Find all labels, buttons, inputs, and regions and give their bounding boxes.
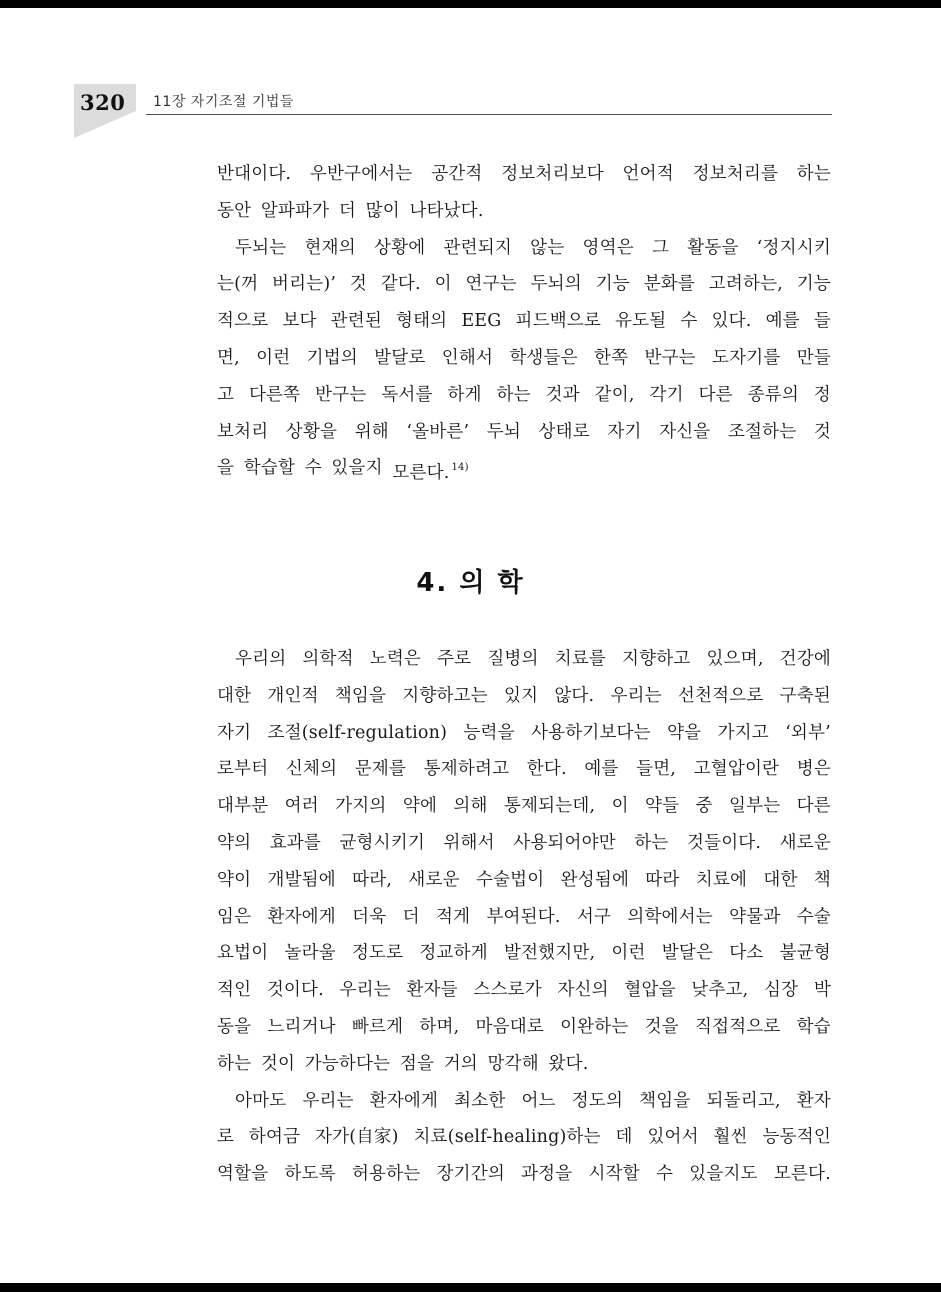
word: 분화를 <box>643 274 696 295</box>
word: 이완하는 <box>560 1016 629 1037</box>
word: 동안 <box>217 200 252 221</box>
word: 허용하는 <box>351 1164 421 1185</box>
word: 대부분 <box>217 796 269 817</box>
word: 종류의 <box>747 384 799 405</box>
word: 부여된다. <box>486 906 561 927</box>
word: 수술 <box>796 906 831 927</box>
word: 보처리 <box>217 421 269 442</box>
word: 하게 <box>447 384 482 405</box>
word: 한쪽 <box>594 347 629 368</box>
word: 하도록 <box>284 1164 336 1185</box>
word: 예를 <box>765 311 800 332</box>
word: 현재의 <box>304 237 356 258</box>
word: 하며, <box>419 1016 460 1037</box>
bottom-border <box>0 1283 941 1292</box>
word: 하는 <box>496 384 531 405</box>
word: 동을 <box>217 1016 252 1037</box>
word: 개발됨에 <box>267 869 336 890</box>
word: 환자에게 <box>267 906 336 927</box>
word: 조절(self-regulation) <box>267 722 448 743</box>
word: 가지고 <box>717 722 769 743</box>
running-head: 11장 자기조절 기법들 <box>153 94 294 110</box>
word: 되돌리고, <box>706 1090 781 1111</box>
word: 약을 <box>667 722 702 743</box>
word: 자가(自家) <box>315 1127 399 1148</box>
word: 이 <box>611 796 629 817</box>
text-line-with-footnote <box>217 450 831 487</box>
word: 우리는 <box>610 685 662 706</box>
word: 있어서 <box>647 1127 699 1148</box>
word: 두뇌의 <box>530 274 582 295</box>
word: 반구는 <box>315 384 367 405</box>
word: 정보처리보다 <box>501 164 604 184</box>
word: 놀라울 <box>284 943 336 964</box>
word: 심장 <box>763 980 799 1001</box>
word: 느리거나 <box>267 1016 336 1037</box>
word: 대한 <box>763 869 798 890</box>
word: 일부는 <box>729 796 781 817</box>
word: 의해 <box>453 796 488 817</box>
text-line <box>217 935 831 972</box>
word: 활동을 <box>687 237 739 258</box>
word: 영역은 <box>582 237 634 258</box>
word: 위해서 <box>443 832 495 853</box>
word: 정 <box>813 384 831 405</box>
word: 것이다. <box>266 980 324 1001</box>
word: 더 <box>338 200 356 221</box>
word: 약물과 <box>729 906 781 927</box>
word: 자기 <box>217 722 252 743</box>
top-text-block <box>217 156 831 487</box>
word: 피드백으로 <box>515 311 602 332</box>
word: 있다. <box>711 311 752 332</box>
word: 반대이다. <box>217 164 292 184</box>
text-line <box>217 1046 831 1083</box>
word: 치료에 <box>695 869 748 890</box>
text-line <box>217 340 831 377</box>
word: 더 <box>402 906 420 927</box>
word: 위해 <box>354 421 389 442</box>
word: 가지의 <box>335 796 387 817</box>
word: 책임을 <box>334 685 387 706</box>
word: 통제하려고 <box>423 759 510 780</box>
word: 자신을 <box>659 421 711 442</box>
text-line <box>217 1083 831 1120</box>
word: 을 <box>217 458 235 479</box>
word: 정보처리를 <box>692 164 779 184</box>
word: 약들 <box>645 796 680 817</box>
word: 로 <box>217 1127 235 1148</box>
word: 있을지도 <box>689 1164 758 1185</box>
word: ‘외부’ <box>785 722 831 743</box>
word: 버리는)’ <box>272 274 337 295</box>
word: 환자들 <box>406 980 458 1001</box>
word: 않는 <box>530 237 565 258</box>
word: 능력을 <box>463 722 515 743</box>
text-line <box>217 156 831 193</box>
word: 수 <box>680 311 698 332</box>
word: 같다. <box>380 274 421 295</box>
word: 하여금 <box>248 1127 301 1148</box>
word: 다른쪽 <box>248 384 301 405</box>
word: 역할을 <box>217 1164 269 1185</box>
word: 다른 <box>698 384 733 405</box>
word: 학습할 <box>243 458 296 479</box>
page-number: 320 <box>80 90 126 115</box>
word: 상황을 <box>285 421 338 442</box>
text-line <box>217 972 831 1009</box>
word: 망각해 <box>487 1053 539 1074</box>
word: 가능하다는 <box>304 1053 391 1074</box>
text-line <box>217 751 831 788</box>
word: 그 <box>651 237 670 258</box>
word: 하는 <box>634 832 669 853</box>
word: 알파파가 <box>260 200 330 221</box>
word: 두뇌 <box>486 421 521 442</box>
text-line <box>217 862 831 899</box>
word: 직접적으로 <box>695 1016 781 1037</box>
word: 신체의 <box>285 759 338 780</box>
word: 발달로 <box>374 347 426 368</box>
top-border <box>0 0 941 8</box>
text-line <box>217 825 831 862</box>
word: 같이, <box>594 384 635 405</box>
word: 스스로가 <box>473 980 542 1001</box>
word: 는(꺼 <box>217 274 259 295</box>
word: 효과를 <box>269 832 321 853</box>
word: 구축된 <box>779 685 831 706</box>
word: 따라, <box>352 869 393 890</box>
word: 지향하고 <box>622 649 691 669</box>
word: 유도될 <box>615 311 667 332</box>
word: 적인 <box>217 980 252 1001</box>
word: 치료(self-healing)하는 <box>413 1127 601 1148</box>
text-line <box>217 678 831 715</box>
word: 도자기를 <box>712 347 781 368</box>
word: 약에 <box>402 796 438 817</box>
word: 학습 <box>796 1016 831 1037</box>
word: 불균형 <box>779 943 831 964</box>
word: 환자 <box>796 1090 831 1111</box>
header-rule <box>146 114 832 115</box>
word: EEG <box>461 311 502 332</box>
word: 다소 <box>729 943 764 964</box>
word: 책임을 <box>639 1090 691 1111</box>
word: 정교하게 <box>419 943 488 964</box>
word: 기능 <box>796 274 831 295</box>
word: 완성됨에 <box>560 869 630 890</box>
word: 어느 <box>521 1090 556 1111</box>
word: 독서를 <box>381 384 433 405</box>
word: 정도의 <box>571 1090 624 1111</box>
word: 낮추고, <box>691 980 749 1001</box>
word: 들면, <box>636 759 677 780</box>
text-line <box>217 1156 831 1193</box>
word: 상황에 <box>374 237 426 258</box>
word: 의학적 <box>302 649 354 669</box>
word: 공간적 <box>431 164 483 184</box>
word: 최소한 <box>454 1090 506 1111</box>
word: 각기 <box>649 384 684 405</box>
text-line <box>217 715 831 752</box>
footnote-mark: 14) <box>451 462 469 474</box>
word: 건강에 <box>779 649 831 669</box>
text-line <box>217 193 831 230</box>
bottom-text-block <box>217 641 831 1193</box>
word: 요법이 <box>217 943 269 964</box>
word: 하는 <box>796 164 831 184</box>
text-line <box>217 788 831 825</box>
word: 모른다. <box>773 1164 831 1185</box>
word: ‘올바른’ <box>406 421 470 442</box>
text-line <box>217 1119 831 1156</box>
word: 반구는 <box>644 347 696 368</box>
word: 박 <box>813 980 831 1001</box>
word: 들 <box>813 311 831 332</box>
word: 주로 <box>437 649 472 669</box>
text-line <box>217 266 831 303</box>
word: 더욱 <box>352 906 387 927</box>
word: 노력은 <box>369 649 422 669</box>
word: 수 <box>304 458 322 479</box>
word: 고혈압이란 <box>693 759 780 780</box>
text-line <box>217 377 831 414</box>
text-line <box>217 230 831 267</box>
word: ‘정지시키 <box>756 237 831 258</box>
word: 로부터 <box>217 759 269 780</box>
word: 상태로 <box>538 421 590 442</box>
word: 따라 <box>645 869 680 890</box>
word: 하는 <box>217 1053 252 1074</box>
word: 지향하고는 <box>402 685 488 706</box>
word: 관련되지 <box>443 237 512 258</box>
word: 많이 <box>365 200 400 221</box>
word: 빠르게 <box>351 1016 404 1037</box>
text-line <box>217 303 831 340</box>
word: 조절하는 <box>727 421 797 442</box>
word: 약의 <box>217 832 252 853</box>
word: 아마도 <box>235 1090 287 1111</box>
word: 것이 <box>260 1053 296 1074</box>
word: 것들이다. <box>686 832 762 853</box>
word: 과정을 <box>521 1164 573 1185</box>
word: 관련된 <box>330 311 382 332</box>
word: 우반구에서는 <box>309 164 413 184</box>
word: 여러 <box>284 796 319 817</box>
word: 임은 <box>217 906 252 927</box>
text-line <box>217 641 831 678</box>
word: 개인적 <box>267 685 319 706</box>
word: 거의 <box>443 1053 478 1074</box>
word: 질병의 <box>487 649 539 669</box>
word: 않다. <box>554 685 595 706</box>
word: 수 <box>656 1164 674 1185</box>
word: 인해서 <box>441 347 494 368</box>
word: 수술법이 <box>475 869 545 890</box>
word: 발전했지만, <box>503 943 596 964</box>
section-title: 4. 의 학 <box>416 568 525 598</box>
word: 한다. <box>526 759 567 780</box>
word: 이 <box>434 274 452 295</box>
word: 두뇌는 <box>235 237 287 258</box>
word: 나타났다. <box>409 200 484 221</box>
word: 우리는 <box>339 980 391 1001</box>
word: 기법의 <box>306 347 358 368</box>
word: 것과 <box>545 384 580 405</box>
word: 발달은 <box>661 943 714 964</box>
word: 왔다. <box>548 1053 589 1074</box>
word: 시작할 <box>588 1164 640 1185</box>
word: 대한 <box>217 685 252 706</box>
word: 환자에게 <box>369 1090 439 1111</box>
word: 적게 <box>435 906 471 927</box>
word: 사용하기보다는 <box>531 722 651 743</box>
word: 고려하는, <box>708 274 783 295</box>
word: 기능 <box>595 274 630 295</box>
text-line <box>217 899 831 936</box>
word: 병은 <box>796 759 831 780</box>
text-line <box>217 414 831 451</box>
word: 데 <box>615 1127 633 1148</box>
word: 것 <box>813 421 831 442</box>
word: 서구 <box>576 906 612 927</box>
word: 이런 <box>256 347 291 368</box>
word: 모른다. $^{14)}$ <box>392 462 469 484</box>
word: 우리의 <box>235 649 287 669</box>
word: 자신의 <box>557 980 609 1001</box>
word: 자기 <box>607 421 642 442</box>
word: 우리는 <box>302 1090 354 1111</box>
word: 약이 <box>217 869 252 890</box>
word: 치료를 <box>554 649 607 669</box>
word: 균형시키기 <box>339 832 425 853</box>
word: 만들 <box>796 347 831 368</box>
word: 훨씬 <box>713 1127 748 1148</box>
word: 중 <box>695 796 713 817</box>
word: 의학에서는 <box>627 906 713 927</box>
word: 새로운 <box>408 869 460 890</box>
word: 학생들은 <box>509 347 578 368</box>
word: 연구는 <box>465 274 517 295</box>
word: 예를 <box>584 759 619 780</box>
word: 것 <box>349 274 368 295</box>
word: 다른 <box>796 796 831 817</box>
word: 선천적으로 <box>677 685 764 706</box>
word: 고 <box>217 384 235 405</box>
word: 문제를 <box>354 759 407 780</box>
word: 형태의 <box>395 311 448 332</box>
word: 있을지 <box>331 458 383 479</box>
word: 정도로 <box>351 943 404 964</box>
word: 있지 <box>503 685 539 706</box>
word: 마음대로 <box>475 1016 544 1037</box>
word: 혈압을 <box>624 980 676 1001</box>
word: 점을 <box>399 1053 435 1074</box>
text-line <box>217 1009 831 1046</box>
word: 새로운 <box>779 832 831 853</box>
word: 적으로 <box>217 311 269 332</box>
word: 책 <box>813 869 831 890</box>
word: 언어적 <box>622 164 674 184</box>
word: 것을 <box>644 1016 679 1037</box>
word: 보다 <box>282 311 317 332</box>
word: 통제되는데, <box>503 796 596 817</box>
word: 면, <box>217 347 240 368</box>
word: 장기간의 <box>436 1164 505 1185</box>
word: 이런 <box>611 943 646 964</box>
word: 능동적인 <box>762 1127 831 1148</box>
word: 사용되어야만 <box>513 832 616 853</box>
word: 있으며, <box>706 649 764 669</box>
